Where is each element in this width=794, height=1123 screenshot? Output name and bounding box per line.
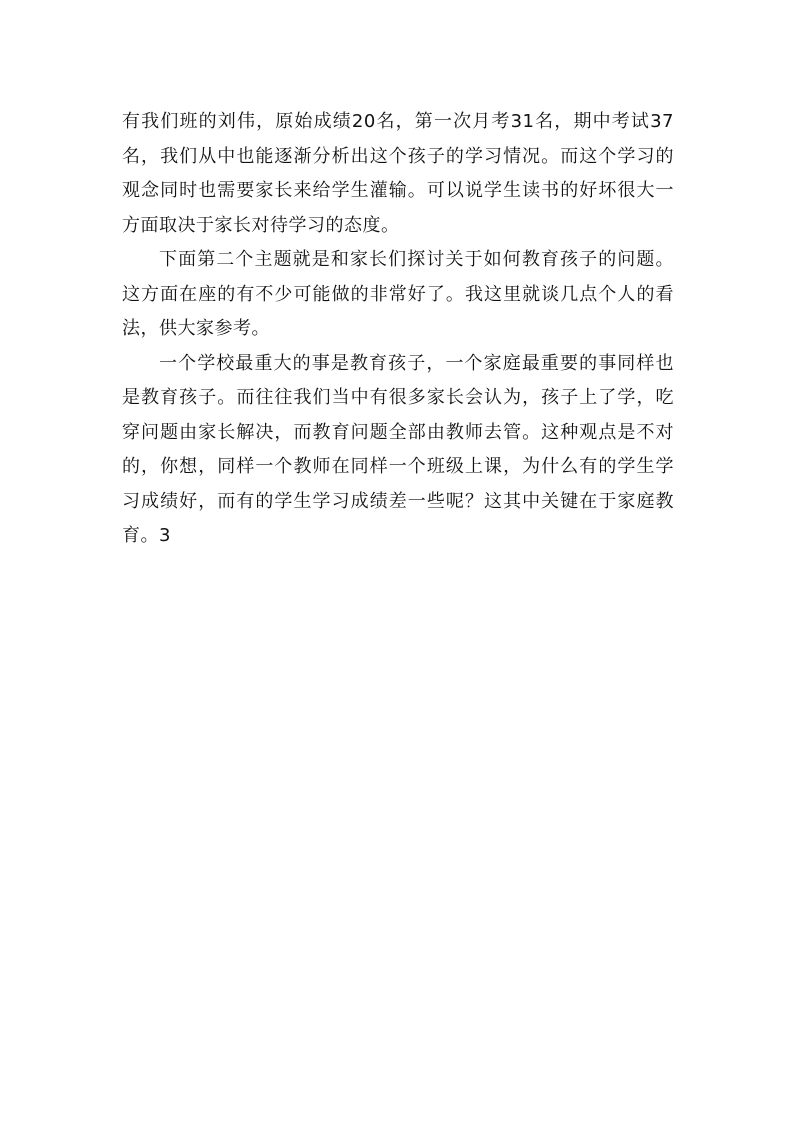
paragraph-1: 有我们班的刘伟，原始成绩20名，第一次月考31名，期中考试37名，我们从中也能逐渐分析出这个孩子的学习情况。而这个学习的观念同时也需要家长来给学生灌输。可以说学生读书的好坏很大一方面取决于家长对待学习的态度。 — [122, 111, 674, 236]
paragraph-2: 下面第二个主题就是和家长们探讨关于如何教育孩子的问题。这方面在座的有不少可能做的非常好了。我这里就谈几点个人的看法，供大家参考。 — [122, 249, 674, 339]
document-body — [122, 105, 674, 554]
paragraph-3: 一个学校最重大的事是教育孩子，一个家庭最重要的事同样也是教育孩子。而往往我们当中有很多家长会认为，孩子上了学，吃穿问题由家长解决，而教育问题全部由教师去管。这种观点是不对的，你想，同样一个教师在同样一个班级上课，为什么有的学生学习成绩好，而有的学生学习成绩差一些呢？这其中关键在于家庭教育。3 — [122, 352, 674, 546]
